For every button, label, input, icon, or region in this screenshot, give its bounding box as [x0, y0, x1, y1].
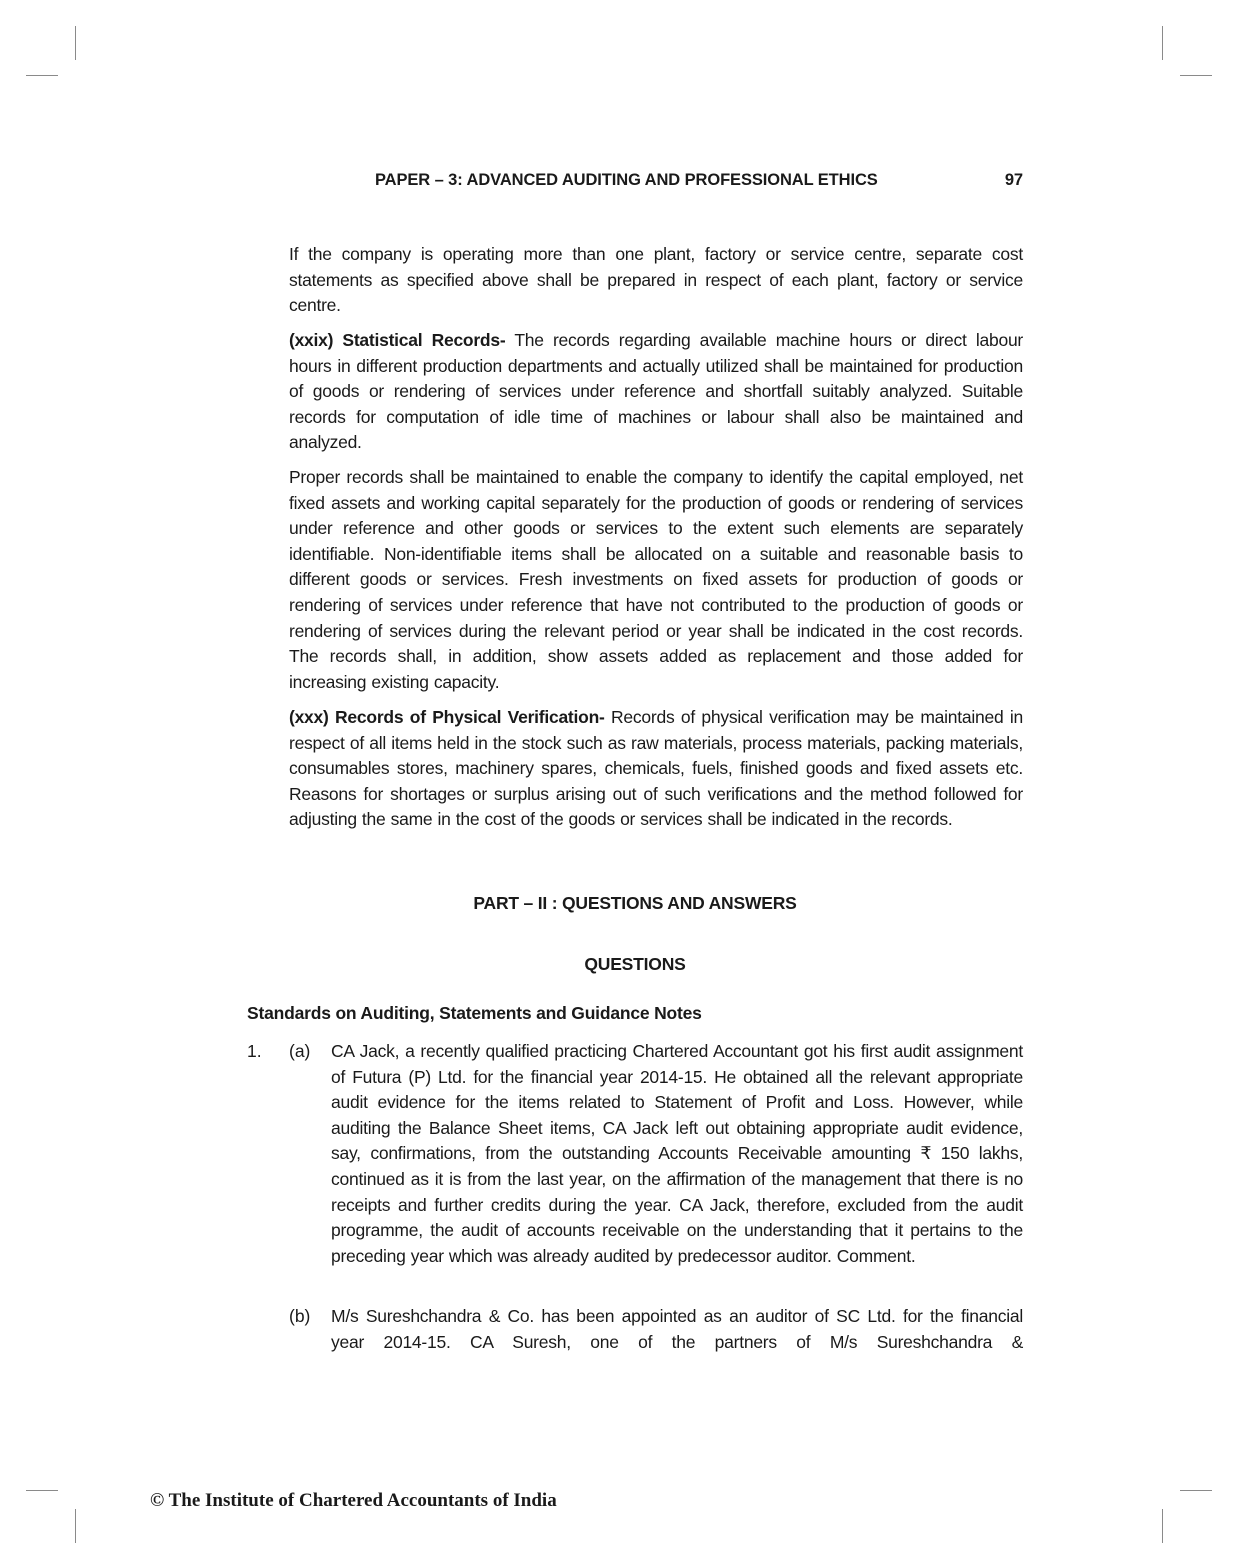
- crop-mark-top-left-vertical: [75, 26, 76, 60]
- paragraph-text: Proper records shall be maintained to enable the company to identify the capital employed, net fixed assets and working capital separately for the production of goods or rendering of services under reference and other goods or services to the extent such elements are separately identifiable. Non-identifiable items shall be allocated on a suitable and reasonable basis to different goods or services. Fresh investments on fixed assets for production of goods or rendering of services under reference that have not contributed to the production of goods or rendering of services during the relevant period or year shall be indicated in the cost records. The records shall, in addition, show assets added as replacement and those added for increasing existing capacity.: [289, 467, 1023, 692]
- crop-mark-bottom-right-vertical: [1162, 1509, 1163, 1543]
- question-number: 1.: [247, 1041, 262, 1061]
- part-heading: PART – II : QUESTIONS AND ANSWERS: [473, 893, 797, 913]
- crop-mark-top-right-vertical: [1162, 26, 1163, 60]
- crop-mark-top-left-horizontal: [26, 75, 58, 76]
- footer-copyright: © The Institute of Chartered Accountants of India: [150, 1490, 557, 1511]
- question-part-a-text: CA Jack, a recently qualified practicing Chartered Accountant got his first audit assignment of Futura (P) Ltd. for the financial year 2014-15. He obtained all the relevant appropriate audit evidence for the items related to Statement of Profit and Loss. However, while auditing the Balance Sheet items, CA Jack left out obtaining appropriate audit evidence, say, confirmations, from the outstanding Accounts Receivable amounting ₹ 150 lakhs, continued as it is from the last year, on the affirmation of the management that there is no receipts and further credits during the year. CA Jack, therefore, excluded from the audit programme, the audit of accounts receivable on the understanding that it pertains to the preceding year which was already audited by predecessor auditor. Comment.: [331, 1041, 1023, 1266]
- paragraph-separate-cost-statements: [289, 242, 1023, 319]
- crop-mark-bottom-left-horizontal: [26, 1490, 58, 1491]
- question-part-b-text: M/s Sureshchandra & Co. has been appointed as an auditor of SC Ltd. for the financial year 2014-15. CA Suresh, one of the partners of M/s Sureshchandra &: [331, 1306, 1023, 1352]
- paragraph-heading: (xxix) Statistical Records-: [289, 330, 506, 350]
- page-number: 97: [1004, 171, 1023, 189]
- crop-mark-top-right-horizontal: [1180, 75, 1212, 76]
- paragraph-heading: (xxx) Records of Physical Verification-: [289, 707, 605, 727]
- question-part-b: [331, 1304, 1023, 1355]
- question-part-a: [331, 1039, 1023, 1269]
- section-heading: Standards on Auditing, Statements and Guidance Notes: [247, 1003, 702, 1023]
- page-header: [289, 171, 1023, 193]
- crop-mark-bottom-left-vertical: [75, 1509, 76, 1543]
- header-title: PAPER – 3: ADVANCED AUDITING AND PROFESSIONAL ETHICS: [375, 171, 878, 189]
- paragraph-text: Records of physical verification may be maintained in respect of all items held in the stock such as raw materials, process materials, packing materials, consumables stores, machinery spares, chemicals, fuels, finished goods and fixed assets etc. Reasons for shortages or surplus arising out of such verifications and the method followed for adjusting the same in the cost of the goods or services shall be indicated in the records.: [289, 707, 1023, 830]
- crop-mark-bottom-right-horizontal: [1180, 1490, 1212, 1491]
- paragraph-text: If the company is operating more than one plant, factory or service centre, separate cost statements as specified above shall be prepared in respect of each plant, factory or service centre.: [289, 244, 1023, 316]
- paragraph-statistical-records: [289, 328, 1023, 456]
- questions-heading: QUESTIONS: [584, 954, 686, 974]
- paragraph-capital-employed: [289, 465, 1023, 695]
- question-part-b-label: (b): [289, 1306, 311, 1326]
- paragraph-text: The records regarding available machine hours or direct labour hours in different production departments and actually utilized shall be maintained for production of goods or rendering of services under reference and shortfall suitably analyzed. Suitable records for computation of idle time of machines or labour shall also be maintained and analyzed.: [289, 330, 1024, 453]
- question-part-a-label: (a): [289, 1041, 311, 1061]
- paragraph-physical-verification: [289, 705, 1023, 833]
